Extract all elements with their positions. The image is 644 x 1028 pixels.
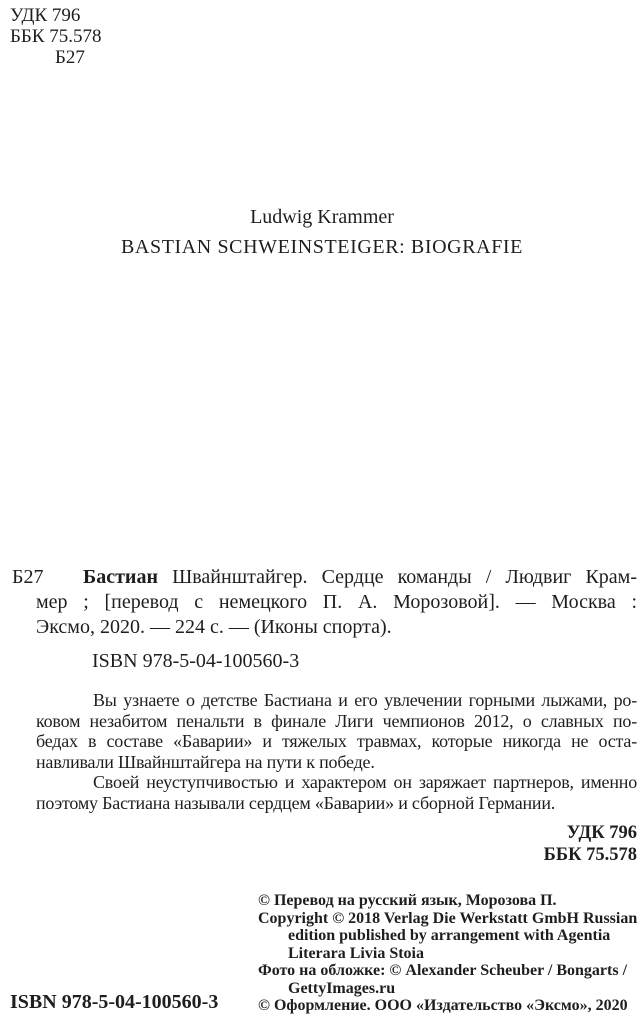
isbn-number: ISBN 978-5-04-100560-3 [92, 650, 300, 672]
copyright-entry [258, 910, 637, 963]
bib-line1-rest: Швайнштайгер. Сердце команды / Людвиг Крам- [157, 566, 637, 588]
copyright-block [258, 892, 637, 1015]
bib-line: мер ; [перевод с немецкого П. А. Морозовой]. — Москва : [36, 591, 637, 613]
footer-isbn: ISBN 978-5-04-100560-3 [10, 991, 219, 1013]
copyright-line: Copyright © 2018 Verlag Die Werkstatt GmbH Russian [258, 909, 638, 927]
imprint-body [36, 565, 637, 1015]
copyright-line: GettyImages.ru [288, 979, 396, 997]
annotation-line: бедах в составе «Баварии» и тяжелых травмах, которые никогда не оста- [36, 731, 637, 751]
annotation-paragraph-2 [36, 772, 637, 813]
annotation-line: навливали Швайнштайгера на пути к победе. [36, 751, 375, 772]
book-title: BASTIAN SCHWEINSTEIGER: BIOGRAFIE [120, 236, 524, 258]
copyright-line: Фото на обложке: © Alexander Scheuber / Bongarts / [258, 962, 628, 979]
udk-code: УДК 796 [10, 5, 81, 26]
codes-right-block [36, 822, 637, 866]
copyright-entry [258, 997, 637, 1015]
bbk-code-right: ББК 75.578 [543, 845, 637, 865]
author-name: Ludwig Krammer [250, 206, 394, 228]
copyright-line: Literara Livia Stoia [288, 944, 424, 962]
annotation-line: ковом незабитом пенальти в финале Лиги чемпионов 2012, о славных по- [36, 710, 637, 731]
annotation-line: Своей неуступчивостью и характером он заряжает партнеров, именно [93, 772, 637, 792]
annotation-line: Вы узнаете о детстве Бастиана и его увлечении горными лыжами, ро- [93, 690, 637, 710]
bib-line [36, 565, 637, 590]
copyright-line: © Оформление. ООО «Издательство «Эксмо», 2020 [258, 997, 628, 1014]
copyright-line: edition published by arrangement with Agentia [288, 927, 611, 944]
top-codes-block [10, 5, 102, 68]
catalog-card-code: Б27 [12, 566, 44, 588]
copyright-entry [258, 892, 637, 910]
annotation-paragraph-1 [36, 690, 637, 772]
bibliographic-entry [36, 565, 637, 640]
annotation-line: поэтому Бастиана называли сердцем «Баварии» и сборной Германии. [36, 792, 556, 813]
author-sign-code: Б27 [55, 47, 85, 68]
bib-line: Эксмо, 2020. — 224 с. — (Иконы спорта). [36, 616, 392, 638]
bib-title-bold: Бастиан [83, 566, 158, 588]
copyright-line: © Перевод на русский язык, Морозова П. [258, 892, 557, 909]
copyright-entry [258, 962, 637, 997]
bbk-code: ББК 75.578 [10, 26, 102, 47]
title-block [0, 205, 644, 259]
udk-code-right: УДК 796 [566, 823, 637, 843]
